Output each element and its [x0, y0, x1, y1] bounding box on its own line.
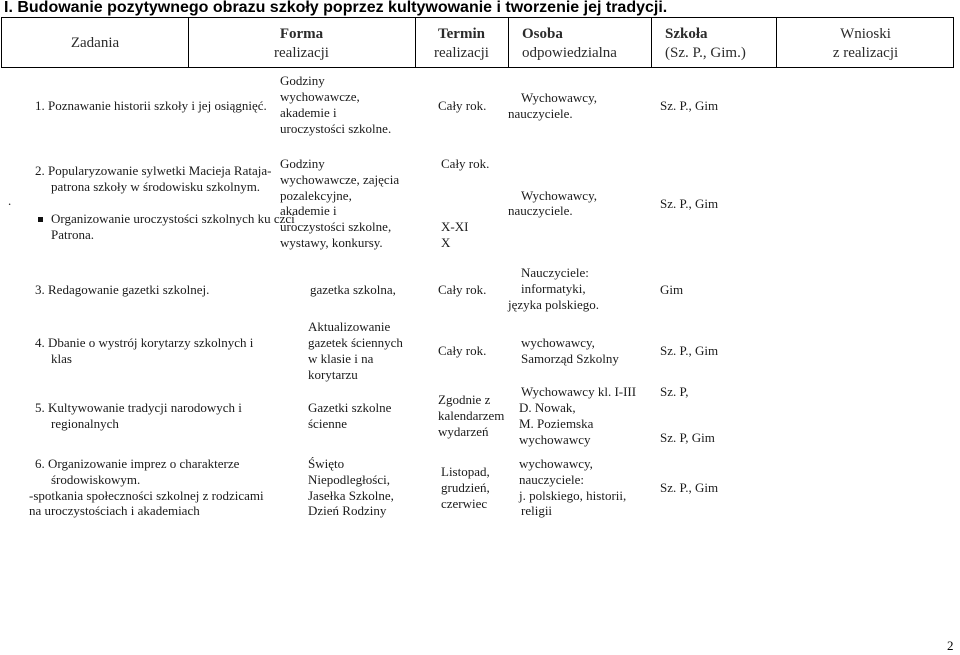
header-osoba-sublabel: odpowiedzialna	[522, 44, 617, 61]
term-text: Zgodnie z	[438, 392, 491, 407]
form-text: Niepodległości,	[308, 472, 390, 487]
task-text: 5. Kultywowanie tradycji narodowych i	[35, 400, 242, 415]
form-text: gazetka szkolna,	[310, 282, 396, 297]
header-termin-sublabel: realizacji	[434, 44, 489, 61]
header-forma-label: Forma	[279, 25, 324, 42]
school-text: Sz. P., Gim	[660, 98, 719, 113]
task-text: -spotkania społeczności szkolnej z rodzicami	[29, 488, 264, 503]
person-text: Wychowawcy kl. I-III	[521, 384, 637, 399]
task-text: 6. Organizowanie imprez o charakterze	[35, 456, 240, 471]
task-text: 2. Popularyzowanie sylwetki Macieja Rataja-	[35, 163, 272, 178]
task-text: 3. Redagowanie gazetki szkolnej.	[35, 282, 210, 297]
task-text: Organizowanie uroczystości szkolnych ku czci	[51, 211, 295, 226]
term-text: wydarzeń	[438, 424, 489, 439]
form-text: korytarzu	[308, 367, 358, 382]
person-text: Wychowawcy,	[521, 188, 597, 203]
header-szkola-label: Szkoła	[665, 25, 708, 42]
person-text: religii	[521, 503, 553, 518]
document-title: I. Budowanie pozytywnego obrazu szkoły poprzez kultywowanie i tworzenie jej tradycji.	[4, 0, 668, 16]
person-text: nauczyciele:	[519, 472, 584, 487]
person-text: j. polskiego, historii,	[519, 488, 627, 503]
header-szkola-sublabel: (Sz. P., Gim.)	[665, 44, 746, 61]
task-text: na uroczystościach i akademiach	[29, 503, 200, 518]
term-text: Cały rok.	[438, 343, 487, 358]
header-wnioski	[776, 18, 955, 69]
term-text: Cały rok.	[441, 156, 490, 171]
school-text: Gim	[660, 282, 684, 297]
person-text: Samorząd Szkolny	[521, 351, 619, 366]
person-text: M. Poziemska	[519, 416, 594, 431]
school-text: Sz. P, Gim	[660, 430, 715, 445]
task-text: patrona szkoły w środowisku szkolnym.	[51, 179, 261, 194]
header-termin-label: Termin	[438, 25, 485, 42]
form-text: wychowawcze, zajęcia	[280, 172, 400, 187]
task-text: 4. Dbanie o wystrój korytarzy szkolnych i	[35, 335, 254, 350]
form-text: Gazetki szkolne	[308, 400, 392, 415]
person-text: Wychowawcy,	[521, 90, 597, 105]
school-text: Sz. P., Gim	[660, 480, 719, 495]
form-text: w klasie i na	[308, 351, 374, 366]
header-forma	[188, 18, 415, 69]
term-text: kalendarzem	[438, 408, 505, 423]
form-text: Święto	[308, 456, 345, 471]
form-text: uroczystości szkolne,	[280, 219, 392, 234]
person-text: wychowawcy,	[521, 335, 595, 350]
header-wnioski-label: Wnioski	[840, 25, 891, 42]
term-text: X	[441, 235, 451, 250]
term-text: Cały rok.	[438, 98, 487, 113]
row-marker: .	[8, 193, 12, 208]
task-text: klas	[51, 351, 72, 366]
header-osoba	[508, 18, 651, 69]
form-text: pozalekcyjne,	[280, 188, 352, 203]
form-text: Godziny	[280, 156, 325, 171]
header-zadania-label: Zadania	[70, 35, 120, 51]
header-termin	[415, 18, 508, 69]
person-text: wychowawcy,	[519, 456, 593, 471]
person-text: informatyki,	[521, 281, 586, 296]
form-text: akademie i	[280, 203, 337, 218]
bullet-square-icon	[38, 217, 43, 222]
person-text: Nauczyciele:	[521, 265, 589, 280]
school-text: Sz. P., Gim	[660, 343, 719, 358]
form-text: ścienne	[308, 416, 347, 431]
person-text: D. Nowak,	[519, 400, 576, 415]
person-text: języka polskiego.	[508, 297, 599, 312]
form-text: akademie i	[280, 105, 337, 120]
term-text: grudzień,	[441, 480, 490, 495]
header-wnioski-sublabel: z realizacji	[832, 44, 899, 61]
term-text: X-XI	[441, 219, 469, 234]
task-text: regionalnych	[51, 416, 119, 431]
school-text: Sz. P,	[660, 384, 689, 399]
form-text: uroczystości szkolne.	[280, 121, 392, 136]
task-text: Patrona.	[51, 227, 94, 242]
form-text: Dzień Rodziny	[308, 503, 387, 518]
task-text: 1. Poznawanie historii szkoły i jej osiągnięć.	[35, 98, 267, 113]
form-text: gazetek ściennych	[308, 335, 403, 350]
form-text: wystawy, konkursy.	[280, 235, 383, 250]
form-text: Aktualizowanie	[308, 319, 391, 334]
form-text: Godziny	[280, 73, 325, 88]
school-text: Sz. P., Gim	[660, 196, 719, 211]
term-text: czerwiec	[441, 496, 488, 511]
table-header	[1, 17, 954, 68]
form-text: Jasełka Szkolne,	[308, 488, 394, 503]
header-forma-sublabel: realizacji	[274, 44, 329, 61]
person-text: nauczyciele.	[508, 203, 573, 218]
term-text: Listopad,	[441, 464, 490, 479]
header-szkola	[651, 18, 776, 69]
page-number: 2	[947, 638, 954, 653]
header-zadania	[2, 18, 188, 69]
form-text: wychowawcze,	[280, 89, 360, 104]
person-text: nauczyciele.	[508, 106, 573, 121]
header-osoba-label: Osoba	[522, 25, 563, 42]
task-text: środowiskowym.	[51, 472, 141, 487]
term-text: Cały rok.	[438, 282, 487, 297]
person-text: wychowawcy	[519, 432, 591, 447]
